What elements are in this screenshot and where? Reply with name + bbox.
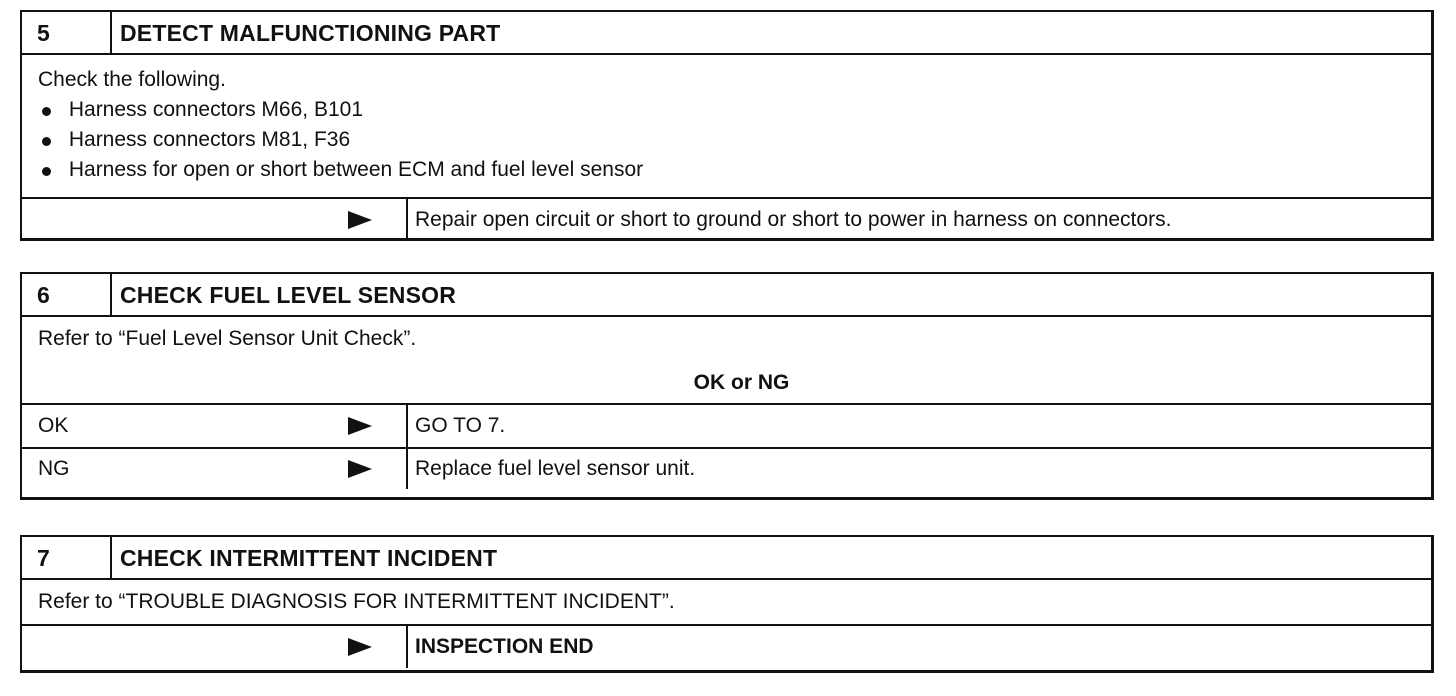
instruction-intro: Check the following.: [38, 68, 226, 91]
step-7-block: [20, 535, 1434, 673]
right-triangle-arrow-icon: [348, 460, 372, 478]
step-5-block: [20, 10, 1434, 241]
step-6-reference: Refer to “Fuel Level Sensor Unit Check”.: [38, 327, 417, 350]
result-condition: [22, 626, 408, 668]
result-row: [22, 626, 1431, 668]
result-action: GO TO 7.: [415, 414, 506, 437]
bullet-icon: [42, 137, 51, 146]
bullet-text: Harness connectors M81, F36: [68, 128, 351, 151]
result-condition: [22, 199, 408, 241]
bullet-text: Harness connectors M66, B101: [68, 98, 363, 121]
result-condition: [22, 405, 408, 447]
result-label: OK: [38, 414, 69, 437]
decision-label: OK or NG: [22, 361, 1431, 405]
result-condition: [22, 449, 408, 489]
right-triangle-arrow-icon: [348, 417, 372, 435]
step-title: CHECK FUEL LEVEL SENSOR: [120, 282, 457, 308]
step-number: 6: [22, 274, 112, 315]
bullet-item: [38, 95, 1415, 125]
bullet-item: [38, 155, 1415, 185]
step-number: 5: [22, 12, 112, 53]
result-row-ok: [22, 405, 1431, 447]
result-action: Repair open circuit or short to ground or short to power in harness on connectors.: [415, 208, 1172, 231]
step-6-block: [20, 272, 1434, 500]
step-title: CHECK INTERMITTENT INCIDENT: [120, 545, 498, 571]
result-action: INSPECTION END: [415, 635, 594, 658]
step-5-instructions: [22, 55, 1431, 199]
result-row-ng: [22, 447, 1431, 489]
result-action: Replace fuel level sensor unit.: [415, 457, 696, 480]
result-row: [22, 199, 1431, 241]
step-7-header: [22, 537, 1431, 580]
right-triangle-arrow-icon: [348, 638, 372, 656]
bullet-text: Harness for open or short between ECM and fuel level sensor: [68, 158, 644, 181]
step-5-header: [22, 12, 1431, 55]
right-triangle-arrow-icon: [348, 211, 372, 229]
bullet-icon: [42, 107, 51, 116]
step-number: 7: [22, 537, 112, 578]
bullet-item: [38, 125, 1415, 155]
step-6-header: [22, 274, 1431, 317]
step-title: DETECT MALFUNCTIONING PART: [120, 20, 501, 46]
step-7-reference: Refer to “TROUBLE DIAGNOSIS FOR INTERMITTENT INCIDENT”.: [22, 580, 1431, 626]
bullet-icon: [42, 167, 51, 176]
result-label: NG: [38, 457, 70, 480]
